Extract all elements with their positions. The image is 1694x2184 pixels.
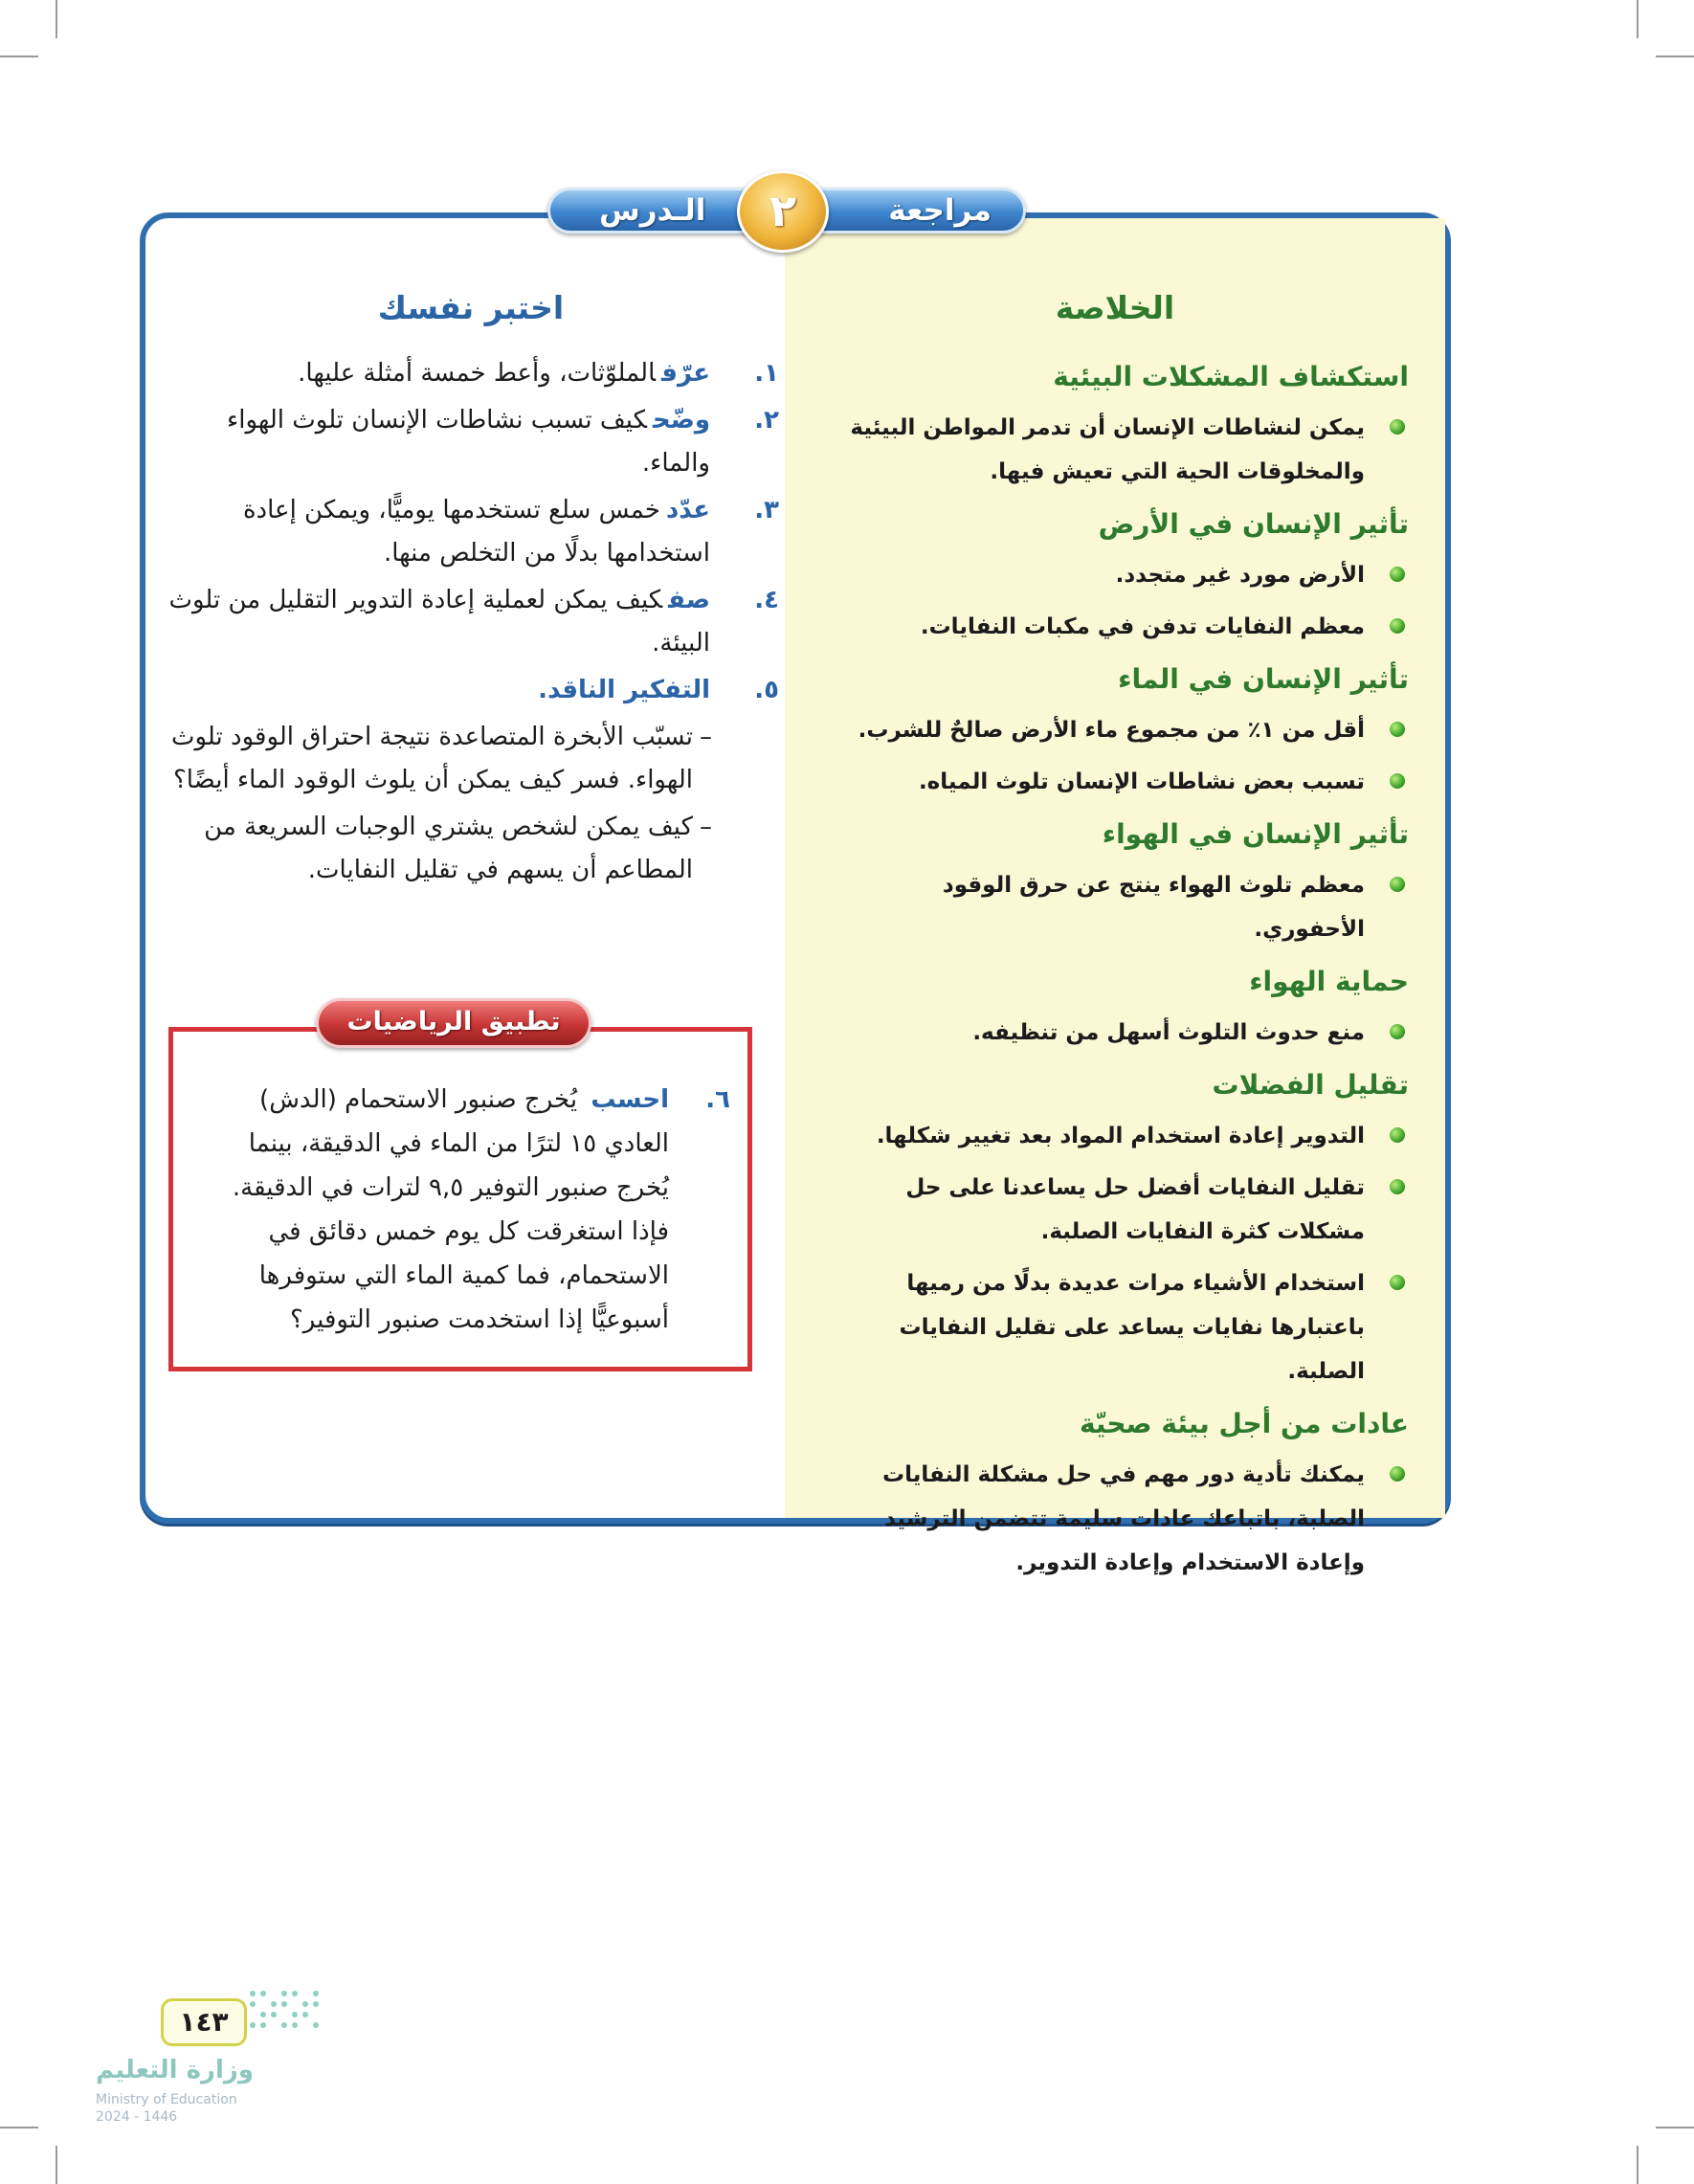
question-verb: عرّف <box>661 359 710 388</box>
question-verb: التفكير الناقد. <box>538 676 710 704</box>
ministry-name-ar: وزارة التعليم <box>96 2056 254 2084</box>
ministry-name-en: Ministry of Education <box>96 2092 237 2107</box>
summary-section-heading: تأثير الإنسان في الأرض <box>1098 508 1409 540</box>
bullet-dot-icon <box>1390 1466 1405 1482</box>
banner-lesson-label: الـدرس <box>599 193 706 228</box>
logo-dot <box>271 2012 277 2017</box>
bullet-dot-icon <box>1390 618 1405 634</box>
test-question <box>168 669 779 712</box>
crop-mark <box>0 2127 38 2128</box>
lesson-review-banner <box>547 170 1026 256</box>
summary-bullet-text: استخدام الأشياء مرات عديدة بدلًا من رميها باعتبارها نفايات يساعد على تقليل النفايات الصلبة. <box>899 1271 1365 1384</box>
logo-dot <box>292 1991 298 1996</box>
question-number: ٥. <box>754 676 779 704</box>
math-question-number: ٦. <box>705 1085 730 1114</box>
summary-section-heading: تأثير الإنسان في الماء <box>1118 663 1409 695</box>
critical-thinking-item <box>168 806 779 892</box>
bullet-dot-icon <box>1390 567 1405 582</box>
summary-section <box>825 1403 1409 1585</box>
logo-dot <box>292 2022 298 2028</box>
crop-mark <box>1637 0 1638 38</box>
summary-bullet-text: التدوير إعادة استخدام المواد بعد تغيير شكلها. <box>876 1124 1365 1148</box>
logo-dot <box>313 2001 319 2007</box>
crop-mark <box>1656 2127 1694 2128</box>
summary-section-heading: عادات من أجل بيئة صحيّة <box>1079 1408 1409 1439</box>
summary-section <box>825 356 1409 494</box>
bullet-dot-icon <box>1390 773 1405 789</box>
dash-mark: – <box>700 813 712 841</box>
logo-dot <box>260 2022 266 2028</box>
bullet-dot-icon <box>1390 722 1405 737</box>
summary-bullet <box>825 1261 1409 1393</box>
bullet-dot-icon <box>1390 419 1405 435</box>
logo-dot <box>281 2001 287 2007</box>
math-question-text: يُخرج صنبور الاستحمام (الدش) العادي ١٥ لترًا من الماء في الدقيقة، بينما يُخرج صنبور التوفير ٩,٥ لترات في الدقيقة. فإذا استغرقت كل يوم خمس دقائق في الاستحمام، فما كمية الماء التي ستوفرها أسبوعيًّا إذا استخدمت صنبور التوفير؟ <box>232 1085 669 1334</box>
summary-section-heading: حماية الهواء <box>1249 966 1409 997</box>
summary-section-heading: تأثير الإنسان في الهواء <box>1102 818 1409 850</box>
logo-dot <box>292 2012 298 2017</box>
logo-dot <box>250 2022 256 2028</box>
logo-dot <box>313 2022 319 2028</box>
summary-bullet-text: يمكنك تأدية دور مهم في حل مشكلة النفايات الصلبة، باتباعك عادات سليمة تتضمن الترشيد وإعادة الاستخدام وإعادة التدوير. <box>881 1462 1365 1575</box>
summary-bullet <box>825 1011 1409 1055</box>
summary-title: الخلاصة <box>1055 289 1175 326</box>
crop-mark <box>1656 56 1694 57</box>
summary-bullet-text: الأرض مورد غير متجدد. <box>1115 563 1365 588</box>
logo-dot <box>302 2001 308 2007</box>
summary-section <box>825 503 1409 649</box>
summary-section <box>825 961 1409 1055</box>
test-question <box>168 352 779 395</box>
question-verb: عدّد <box>665 496 710 524</box>
page-number: ١٤٣ <box>161 1998 247 2046</box>
math-application-tab: تطبيق الرياضيات <box>316 998 591 1048</box>
summary-bullet <box>825 760 1409 804</box>
bullet-dot-icon <box>1390 1127 1405 1143</box>
summary-bullet <box>825 863 1409 951</box>
logo-dot <box>313 1991 319 1996</box>
banner-review-label: مراجعة <box>888 193 992 228</box>
question-text: خمس سلع تستخدمها يوميًّا، ويمكن إعادة استخدامها بدلًا من التخلص منها. <box>242 496 710 568</box>
summary-section-heading: تقليل الفضلات <box>1212 1069 1409 1101</box>
crop-mark <box>56 2146 57 2184</box>
math-question-verb: احسب <box>591 1085 669 1114</box>
summary-body <box>825 356 1409 1594</box>
summary-section <box>825 1064 1409 1393</box>
test-question <box>168 489 779 575</box>
bullet-dot-icon <box>1390 1275 1405 1290</box>
crop-mark <box>1637 2146 1638 2184</box>
summary-section-heading: استكشاف المشكلات البيئية <box>1053 361 1409 392</box>
summary-section <box>825 813 1409 951</box>
logo-dot <box>250 2001 256 2007</box>
question-number: ١. <box>754 359 779 388</box>
crop-mark <box>56 0 57 38</box>
test-question <box>168 399 779 485</box>
ministry-dots-icon <box>239 1991 325 2048</box>
review-frame <box>140 212 1451 1575</box>
summary-bullet-text: معظم النفايات تدفن في مكبات النفايات. <box>920 614 1365 639</box>
summary-section <box>825 658 1409 804</box>
logo-dot <box>271 2001 277 2007</box>
critical-thinking-item <box>168 716 779 802</box>
lesson-number-badge: ٢ <box>737 170 829 253</box>
dash-mark: – <box>700 723 712 751</box>
summary-bullet-text: يمكن لنشاطات الإنسان أن تدمر المواطن البيئية والمخلوقات الحية التي تعيش فيها. <box>850 415 1365 484</box>
test-question <box>168 579 779 665</box>
summary-bullet <box>825 406 1409 494</box>
logo-dot <box>302 2012 308 2017</box>
summary-bullet <box>825 708 1409 752</box>
ministry-year: 2024 - 1446 <box>96 2109 178 2125</box>
summary-bullet-text: أقل من ١٪ من مجموع ماء الأرض صالحٌ للشرب. <box>858 718 1365 743</box>
logo-dot <box>260 1991 266 1996</box>
summary-bullet <box>825 1166 1409 1254</box>
question-text: كيف يمكن لعملية إعادة التدوير التقليل من تلوث البيئة. <box>168 586 710 657</box>
question-verb: صف <box>668 586 710 614</box>
summary-bullet-text: معظم تلوث الهواء ينتج عن حرق الوقود الأحفوري. <box>942 873 1365 942</box>
logo-dot <box>250 1991 256 1996</box>
summary-panel <box>785 218 1445 1575</box>
summary-bullet-text: منع حدوث التلوث أسهل من تنظيفه. <box>972 1020 1365 1045</box>
summary-bullet-text: تقليل النفايات أفضل حل يساعدنا على حل مشكلات كثرة النفايات الصلبة. <box>905 1175 1365 1244</box>
question-number: ٤. <box>754 586 779 614</box>
logo-dot <box>281 1991 287 1996</box>
critical-thinking-text: كيف يمكن لشخص يشتري الوجبات السريعة من المطاعم أن يسهم في تقليل النفايات. <box>204 813 693 884</box>
question-text: كيف تسبب نشاطات الإنسان تلوث الهواء والماء. <box>227 406 710 478</box>
question-number: ٢. <box>754 406 779 435</box>
summary-bullet <box>825 1453 1409 1585</box>
question-number: ٣. <box>754 496 779 524</box>
math-question <box>202 1078 730 1342</box>
summary-bullet-text: تسبب بعض نشاطات الإنسان تلوث المياه. <box>918 769 1365 794</box>
bullet-dot-icon <box>1390 1024 1405 1039</box>
summary-bullet <box>825 553 1409 597</box>
math-application-box <box>168 1027 752 1371</box>
logo-dot <box>281 2022 287 2028</box>
bullet-dot-icon <box>1390 1179 1405 1194</box>
bullet-dot-icon <box>1390 877 1405 892</box>
test-questions <box>168 352 779 896</box>
summary-bullet <box>825 605 1409 649</box>
question-verb: وضّح <box>652 406 710 435</box>
crop-mark <box>0 56 38 57</box>
test-title: اختبر نفسك <box>377 289 565 326</box>
critical-thinking-text: تسبّب الأبخرة المتصاعدة نتيجة احتراق الوقود تلوث الهواء. فسر كيف يمكن أن يلوث الوقود الماء أيضًا؟ <box>170 723 693 794</box>
logo-dot <box>260 2012 266 2017</box>
summary-bullet <box>825 1114 1409 1158</box>
question-text: الملوّثات، وأعط خمسة أمثلة عليها. <box>298 359 657 388</box>
